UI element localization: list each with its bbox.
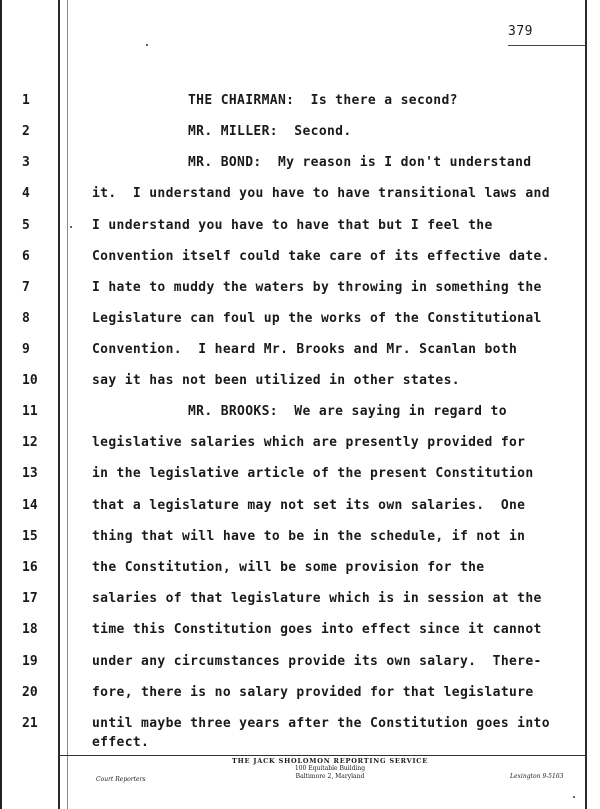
reporting-service-name: THE JACK SHOLOMON REPORTING SERVICE [231,757,429,765]
transcript-line: under any circumstances provide its own salary. There- [92,654,542,669]
transcript-line: I hate to muddy the waters by throwing in something the [92,280,542,295]
line-number: 18 [22,622,38,637]
transcript-line: the Constitution, will be some provision for the [92,560,485,575]
line-number: 9 [22,342,30,357]
transcript-line: time this Constitution goes into effect since it cannot [92,622,542,637]
scan-speck [573,796,575,798]
line-number: 14 [22,498,38,513]
transcript-line: Convention. I heard Mr. Brooks and Mr. Scanlan both [92,342,518,357]
line-number: 11 [22,404,38,419]
line-number: 16 [22,560,38,575]
transcript-line: Legislature can foul up the works of the Constitutional [92,311,542,326]
line-number: 7 [22,280,30,295]
left-margin-rule [58,0,60,809]
line-number: 1 [22,93,30,108]
footer-left-label: Court Reporters [96,776,146,783]
line-number: 4 [22,186,30,201]
footer-phone: Lexington 9-5163 [510,773,564,780]
left-margin-rule-inner [67,0,68,809]
transcript-line: MR. BOND: My reason is I don't understand [188,155,532,170]
transcript-line: that a legislature may not set its own salaries. One [92,498,526,513]
left-edge-rule [0,0,2,809]
transcript-line: in the legislative article of the present Constitution [92,466,534,481]
reporting-service-address-1: 100 Equitable Building [294,765,366,772]
reporting-service-footer [180,757,480,781]
transcript-line: Convention itself could take care of its effective date. [92,249,550,264]
transcript-continuation: effect. [92,735,150,750]
line-number: 21 [22,716,38,731]
line-number: 6 [22,249,30,264]
transcript-line: thing that will have to be in the schedule, if not in [92,529,526,544]
scan-speck [70,226,72,228]
line-number: 13 [22,466,38,481]
line-number: 8 [22,311,30,326]
page-number: 379 [508,24,533,39]
line-number: 3 [22,155,30,170]
line-number: 20 [22,685,38,700]
transcript-line: MR. BROOKS: We are saying in regard to [188,404,507,419]
transcript-line: I understand you have to have that but I feel the [92,218,493,233]
line-number: 2 [22,124,30,139]
line-number: 10 [22,373,38,388]
line-number: 12 [22,435,38,450]
page-number-underline [508,45,585,46]
scan-speck [146,44,148,46]
transcript-line: until maybe three years after the Constitution goes into [92,716,550,731]
transcript-line: fore, there is no salary provided for that legislature [92,685,534,700]
reporting-service-address-2: Baltimore 2, Maryland [295,773,365,780]
transcript-line: MR. MILLER: Second. [188,124,352,139]
line-number: 19 [22,654,38,669]
footer-rule [60,755,585,756]
transcript-line: it. I understand you have to have transitional laws and [92,186,550,201]
transcript-line: legislative salaries which are presently provided for [92,435,526,450]
line-number: 17 [22,591,38,606]
transcript-line: THE CHAIRMAN: Is there a second? [188,93,458,108]
line-number: 15 [22,529,38,544]
line-number: 5 [22,218,30,233]
transcript-line: say it has not been utilized in other states. [92,373,460,388]
transcript-line: salaries of that legislature which is in session at the [92,591,542,606]
